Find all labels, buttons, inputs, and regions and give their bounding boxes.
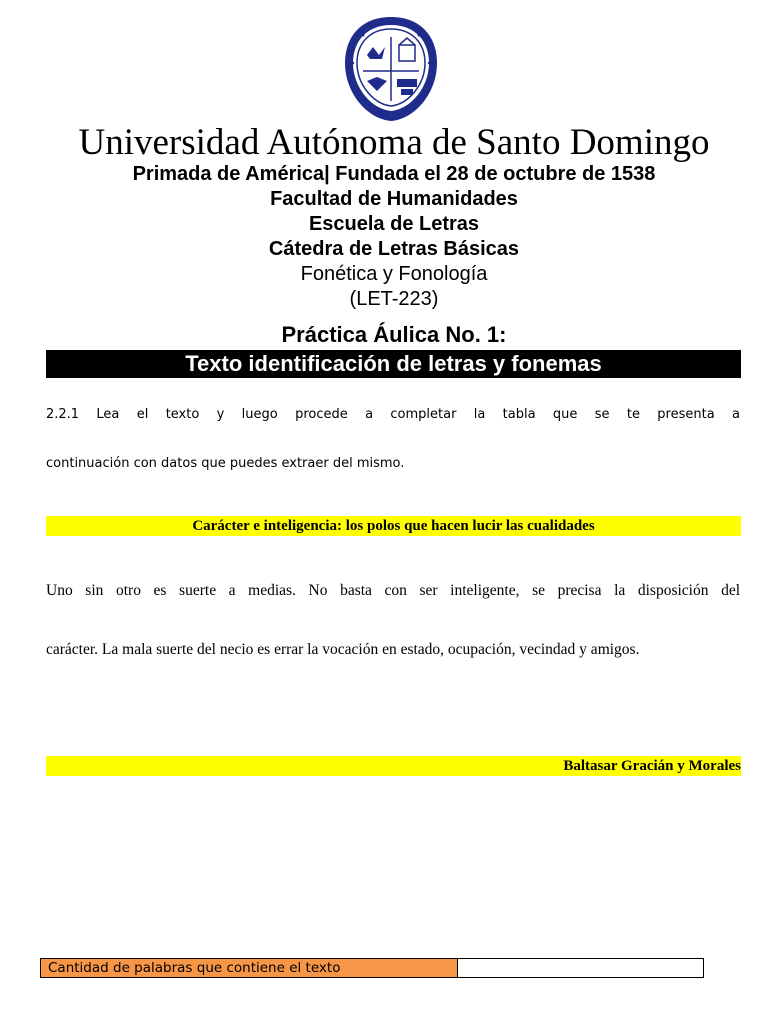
word-count-table-row bbox=[40, 958, 704, 978]
quote-line-1: Uno sin otro es suerte a medias. No basta con ser inteligente, se precisa la disposición del bbox=[46, 582, 740, 599]
instructions-line-2: continuación con datos que puedes extraer del mismo. bbox=[46, 456, 405, 471]
practice-title: Práctica Áulica No. 1: bbox=[281, 322, 507, 347]
university-seal-logo bbox=[343, 15, 439, 123]
faculty-name: Facultad de Humanidades bbox=[270, 188, 518, 210]
university-tagline: Primada de América| Fundada el 28 de octubre de 1538 bbox=[132, 163, 656, 185]
course-code: (LET-223) bbox=[349, 288, 439, 310]
quote-line-2: carácter. La mala suerte del necio es errar la vocación en estado, ocupación, vecindad y amigos. bbox=[46, 641, 640, 658]
text-title-highlight: Carácter e inteligencia: los polos que hacen lucir las cualidades bbox=[46, 516, 741, 536]
word-count-value-cell[interactable] bbox=[458, 959, 703, 977]
university-name: Universidad Autónoma de Santo Domingo bbox=[78, 122, 710, 163]
practice-subtitle-bar: Texto identificación de letras y fonemas bbox=[46, 350, 741, 378]
course-name: Fonética y Fonología bbox=[300, 263, 488, 285]
instructions-line-1: 2.2.1 Lea el texto y luego procede a completar la tabla que se te presenta a bbox=[46, 407, 740, 422]
author-highlight: Baltasar Gracián y Morales bbox=[46, 756, 741, 776]
school-name: Escuela de Letras bbox=[308, 213, 480, 235]
word-count-label: Cantidad de palabras que contiene el texto bbox=[41, 959, 458, 977]
chair-name: Cátedra de Letras Básicas bbox=[268, 238, 520, 260]
